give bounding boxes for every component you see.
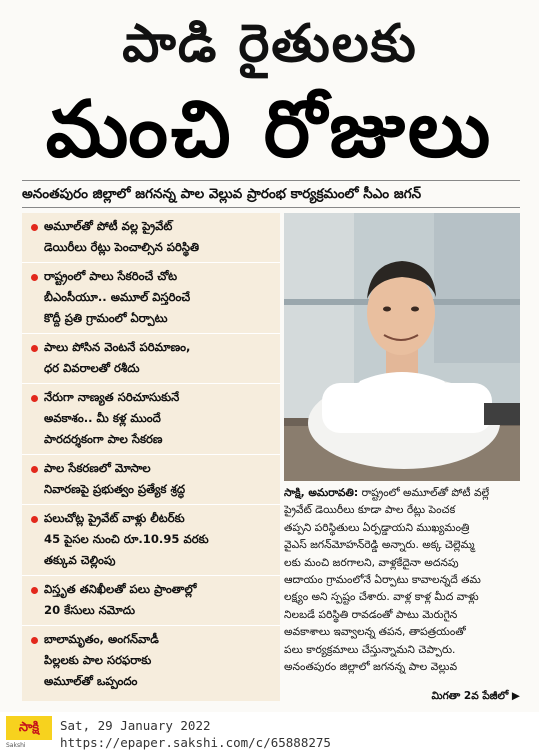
highlight-item [22, 333, 280, 383]
story-line-text: ఆదాయం గ్రామంలోనే ఏర్పాటు కావాలన్నదే తమ [284, 573, 481, 587]
highlight-text-line: అమూల్‌తో ఒప్పందం [44, 674, 138, 688]
highlight-text-line: విస్తృత తనిఖీలతో పలు ప్రాంతాల్లో [44, 582, 197, 596]
highlight-text-line: 20 కేసులు నమోదు [44, 603, 135, 617]
story-line [284, 571, 522, 588]
bullet-dot-icon [31, 274, 38, 281]
highlight-text-line: 45 పైసల నుంచి రూ.10.95 వరకు [44, 532, 209, 546]
footer [0, 712, 539, 753]
highlight-text-line: కొద్దీ ప్రతి గ్రామంలో ఏర్పాటు [44, 311, 168, 325]
subheadline: అనంతపురం జిల్లాలో జగనన్న పాల వెల్లువ ప్రారంభ కార్యక్రమంలో సీఎం జగన్ [22, 186, 422, 202]
highlight-item [22, 213, 280, 262]
highlight-text-line: పాలు పోసిన వెంటనే పరిమాణం, [44, 340, 191, 354]
headline-line-2: మంచి రోజులు [45, 85, 494, 175]
highlight-item [22, 383, 280, 454]
highlight-text-line: అవకాశం.. మీ కళ్ల ముందే [44, 411, 161, 425]
highlight-text-line: పాల సేకరణలో మోసాల [44, 461, 151, 475]
headline-line-1: పాడి రైతులకు [122, 14, 418, 74]
story-line-text: లకు మంచి జరగాలని, వాళ్లకేదైనా అదనపు [284, 555, 459, 569]
bullet-dot-icon [31, 637, 38, 644]
highlight-text-line: డెయిరీలు రేట్లు పెంచాల్సిన పరిస్థితి [44, 240, 200, 254]
bullet-dot-icon [31, 466, 38, 473]
highlight-text-line: పారదర్శకంగా పాల సేకరణ [44, 432, 163, 446]
highlight-item [22, 454, 280, 504]
news-photo [284, 213, 520, 481]
bullet-dot-icon [31, 224, 38, 231]
story-line [284, 484, 522, 501]
story-line [284, 501, 522, 518]
divider [22, 180, 520, 181]
story-line [284, 623, 522, 640]
highlight-text-line: తక్కువ చెల్లింపు [44, 553, 116, 567]
highlight-item [22, 625, 280, 696]
story-line-text: తప్పని పరిస్థితులు ఏర్పడ్డాయని ముఖ్యమంత్రి [284, 520, 470, 534]
highlight-item [22, 504, 280, 575]
logo-wordmark: సాక్షి [6, 716, 52, 740]
highlights-box [22, 213, 280, 701]
highlight-text-line: నేరుగా నాణ్యత సరిచూసుకునే [44, 390, 180, 404]
story-line [284, 606, 522, 623]
story-line-text: వైఎస్ జగన్‌మోహన్‌రెడ్డి అన్నారు. అక్క చెల్లెమ్మ [284, 538, 475, 552]
bullet-dot-icon [31, 345, 38, 352]
story-line-text: రాష్ట్రంలో అమూల్‌తో పోటీ వల్లే [361, 486, 490, 499]
continued-on-page-2[interactable]: మిగతా 2వ పేజీలో ▶ [431, 690, 520, 702]
story-line-text: అనంతపురం జిల్లాలో జగనన్న పాల వెల్లువ [284, 660, 458, 674]
highlight-item [22, 575, 280, 625]
highlight-text-line: అమూల్‌తో పోటీ వల్ల ప్రైవేట్ [44, 219, 173, 233]
highlight-text-line: రాష్ట్రంలో పాలు సేకరించే చోట [44, 269, 178, 283]
story-line [284, 588, 522, 605]
edition-date: Sat, 29 January 2022 [60, 718, 211, 733]
highlight-text-line: పిల్లలకు పాల సరఫరాకు [44, 653, 152, 667]
highlight-text-line: పలుచోట్ల ప్రైవేట్ వాళ్లు లీటర్‌కు [44, 511, 185, 525]
sakshi-logo [6, 716, 52, 750]
bullet-dot-icon [31, 516, 38, 523]
story-line-text: లక్ష్యం అని స్పష్టం చేశారు. వాళ్ల కాళ్ల మీద వాళ్లు [284, 590, 479, 604]
story-line-text: ప్రైవేట్ డెయిరీలు కూడా పాల రేట్లు పెంచక [284, 503, 456, 517]
story-line [284, 554, 522, 571]
story-line [284, 519, 522, 536]
epaper-link[interactable]: https://epaper.sakshi.com/c/65888275 [60, 735, 331, 750]
story-line [284, 536, 522, 553]
story-body [284, 484, 522, 675]
highlight-text-line: బాలామృతం, అంగన్‌వాడీ [44, 632, 159, 646]
story-line-text: నిలబడే పరిస్థితి రావడంతో పాటు మెరుగైన [284, 607, 458, 621]
highlight-text-line: ధర వివరాలతో రశీదు [44, 361, 140, 375]
story-line-text: పలు కార్యక్రమాలు చేస్తున్నామని చెప్పారు. [284, 642, 456, 656]
story-line [284, 658, 522, 675]
highlight-text-line: నివారణపై ప్రభుత్వం ప్రత్యేక శ్రద్ధ [44, 482, 186, 496]
photo-illustration [284, 213, 520, 481]
logo-subtext: Sakshi [6, 742, 26, 749]
highlight-item [22, 262, 280, 333]
story-line-text: అవకాశాలు ఇవ్వాలన్న తపన, తాపత్రయంతో [284, 625, 466, 639]
bullet-dot-icon [31, 587, 38, 594]
divider [22, 207, 520, 208]
highlight-text-line: బీఎంసీయూ.. అమూల్ విస్తరించే [44, 290, 191, 304]
bullet-dot-icon [31, 395, 38, 402]
story-line [284, 641, 522, 658]
dateline: సాక్షి, అమరావతి: [284, 486, 359, 499]
